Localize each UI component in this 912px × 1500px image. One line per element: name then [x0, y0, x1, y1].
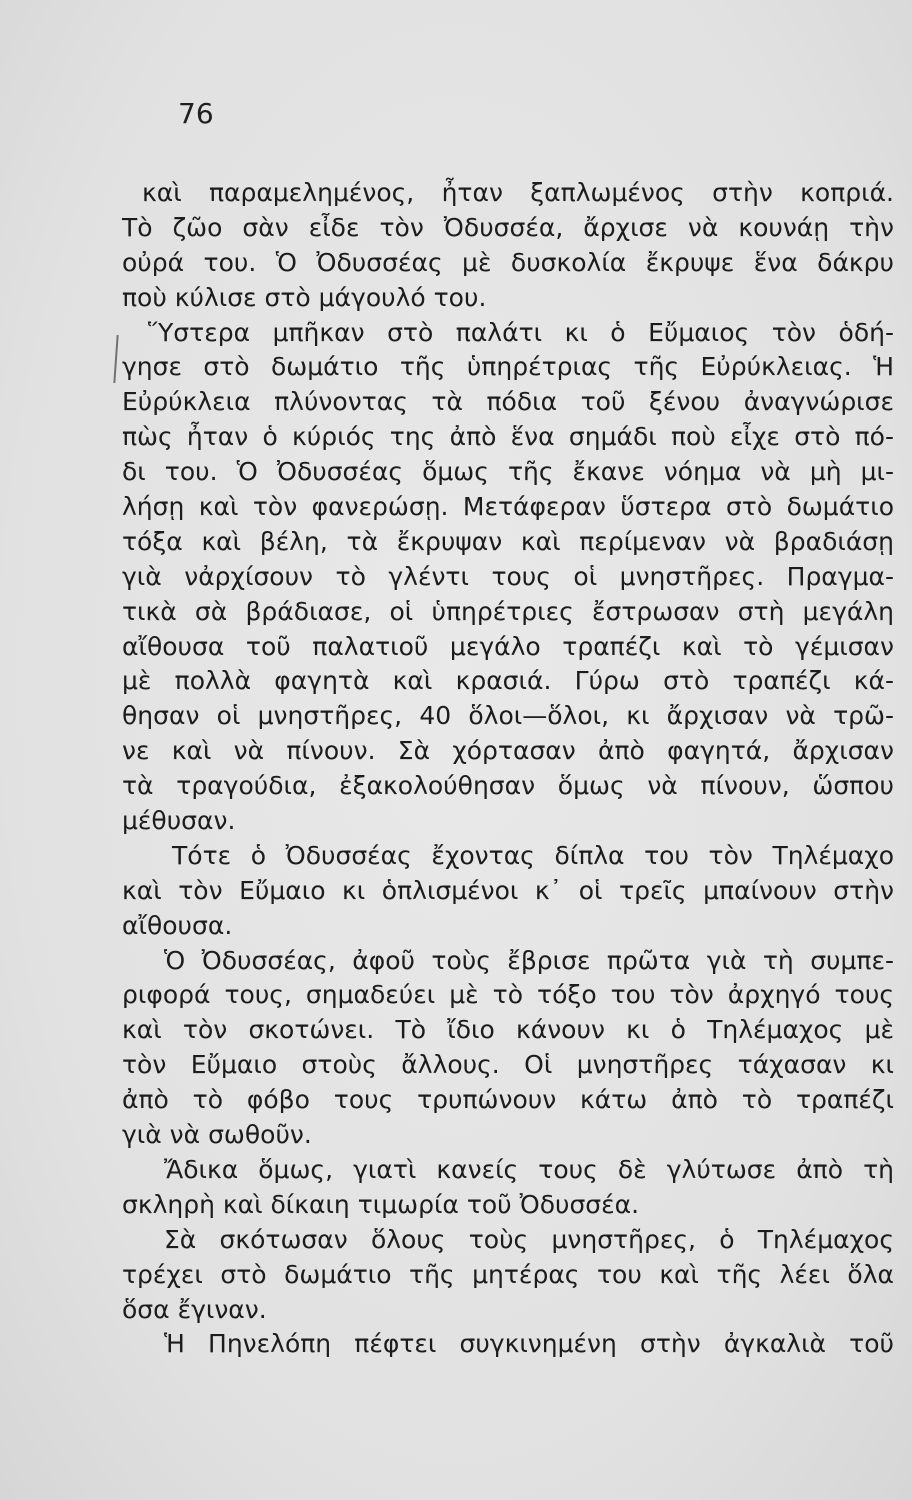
text-line: ριφορά τους, σημαδεύει μὲ τὸ τόξο του τὸν ἀρχηγό τους: [122, 980, 894, 1010]
text-line: θησαν οἱ μνηστῆρες, 40 ὅλοι—ὅλοι, κι ἄρχισαν νὰ τρῶ-: [122, 701, 894, 731]
text-line: τὸν Εὔμαιο στοὺς ἄλλους. Οἱ μνηστῆρες τάχασαν κι: [122, 1050, 894, 1080]
text-line: σκληρὴ καὶ δίκαιη τιμωρία τοῦ Ὀδυσσέα.: [122, 1189, 640, 1219]
text-line: λήσῃ καὶ τὸν φανερώσῃ. Μετάφεραν ὕστερα στὸ δωμάτιο: [122, 492, 894, 522]
text-line: τικὰ σὰ βράδιασε, οἱ ὑπηρέτριες ἔστρωσαν στὴ μεγάλη: [122, 596, 894, 626]
text-line: δι του. Ὁ Ὀδυσσέας ὅμως τῆς ἔκανε νόημα νὰ μὴ μι-: [122, 457, 894, 487]
text-line: γησε στὸ δωμάτιο τῆς ὑπηρέτριας τῆς Εὐρύκλειας. Ἡ: [122, 352, 894, 382]
text-line: Σὰ σκότωσαν ὅλους τοὺς μνηστῆρες, ὁ Τηλέμαχος: [164, 1224, 894, 1254]
text-line: ποὺ κύλισε στὸ μάγουλό του.: [122, 282, 487, 312]
text-line: μέθυσαν.: [122, 806, 236, 836]
text-line: Εὐρύκλεια πλύνοντας τὰ πόδια τοῦ ξένου ἀναγνώρισε: [122, 387, 894, 417]
text-line: νε καὶ νὰ πίνουν. Σὰ χόρτασαν ἀπὸ φαγητά, ἄρχισαν: [122, 736, 894, 766]
text-line: Ἡ Πηνελόπη πέφτει συγκινημένη στὴν ἀγκαλιὰ τοῦ: [164, 1329, 894, 1359]
text-line: καὶ τὸν σκοτώνει. Τὸ ἴδιο κάνουν κι ὁ Τηλέμαχος μὲ: [122, 1015, 894, 1045]
body-text: [122, 176, 894, 1362]
text-line: μὲ πολλὰ φαγητὰ καὶ κρασιά. Γύρω στὸ τραπέζι κά-: [122, 666, 894, 696]
margin-pencil-mark: [113, 335, 118, 383]
text-line: αἴθουσα τοῦ παλατιοῦ μεγάλο τραπέζι καὶ τὸ γέμισαν: [122, 631, 894, 661]
text-line: τρέχει στὸ δωμάτιο τῆς μητέρας του καὶ τῆς λέει ὅλα: [122, 1259, 894, 1289]
text-line: αἴθουσα.: [122, 910, 233, 940]
text-line: γιὰ νὰ σωθοῦν.: [122, 1120, 312, 1150]
text-line: Ὕστερα μπῆκαν στὸ παλάτι κι ὁ Εὔμαιος τὸν ὁδή-: [148, 317, 894, 347]
text-line: Ὁ Ὀδυσσέας, ἀφοῦ τοὺς ἔβρισε πρῶτα γιὰ τὴ συμπε-: [164, 945, 894, 975]
page-number: 76: [178, 97, 214, 130]
text-line: Ἄδικα ὅμως, γιατὶ κανείς τους δὲ γλύτωσε ἀπὸ τὴ: [164, 1154, 894, 1184]
text-line: Τότε ὁ Ὀδυσσέας ἔχοντας δίπλα του τὸν Τηλέμαχο: [172, 840, 894, 870]
text-line: καὶ τὸν Εὔμαιο κι ὁπλισμένοι κ᾽ οἱ τρεῖς μπαίνουν στὴν: [122, 875, 894, 905]
text-line: πὼς ἦταν ὁ κύριός της ἀπὸ ἕνα σημάδι ποὺ εἶχε στὸ πό-: [122, 422, 894, 452]
text-line: τὰ τραγούδια, ἐξακολούθησαν ὅμως νὰ πίνουν, ὥσπου: [122, 771, 894, 801]
text-line: ὅσα ἔγιναν.: [122, 1294, 267, 1324]
text-line: καὶ παραμελημένος, ἦταν ξαπλωμένος στὴν κοπριά.: [142, 178, 894, 207]
text-line: γιὰ νἀρχίσουν τὸ γλέντι τους οἱ μνηστῆρες. Πραγμα-: [122, 561, 894, 591]
text-line: Τὸ ζῶο σὰν εἶδε τὸν Ὀδυσσέα, ἄρχισε νὰ κουνάῃ τὴν: [122, 212, 894, 242]
text-line: τόξα καὶ βέλη, τὰ ἔκρυψαν καὶ περίμεναν νὰ βραδιάσῃ: [122, 526, 894, 556]
text-line: οὐρά του. Ὁ Ὀδυσσέας μὲ δυσκολία ἔκρυψε ἕνα δάκρυ: [122, 247, 894, 277]
text-line: ἀπὸ τὸ φόβο τους τρυπώνουν κάτω ἀπὸ τὸ τραπέζι: [122, 1085, 894, 1115]
